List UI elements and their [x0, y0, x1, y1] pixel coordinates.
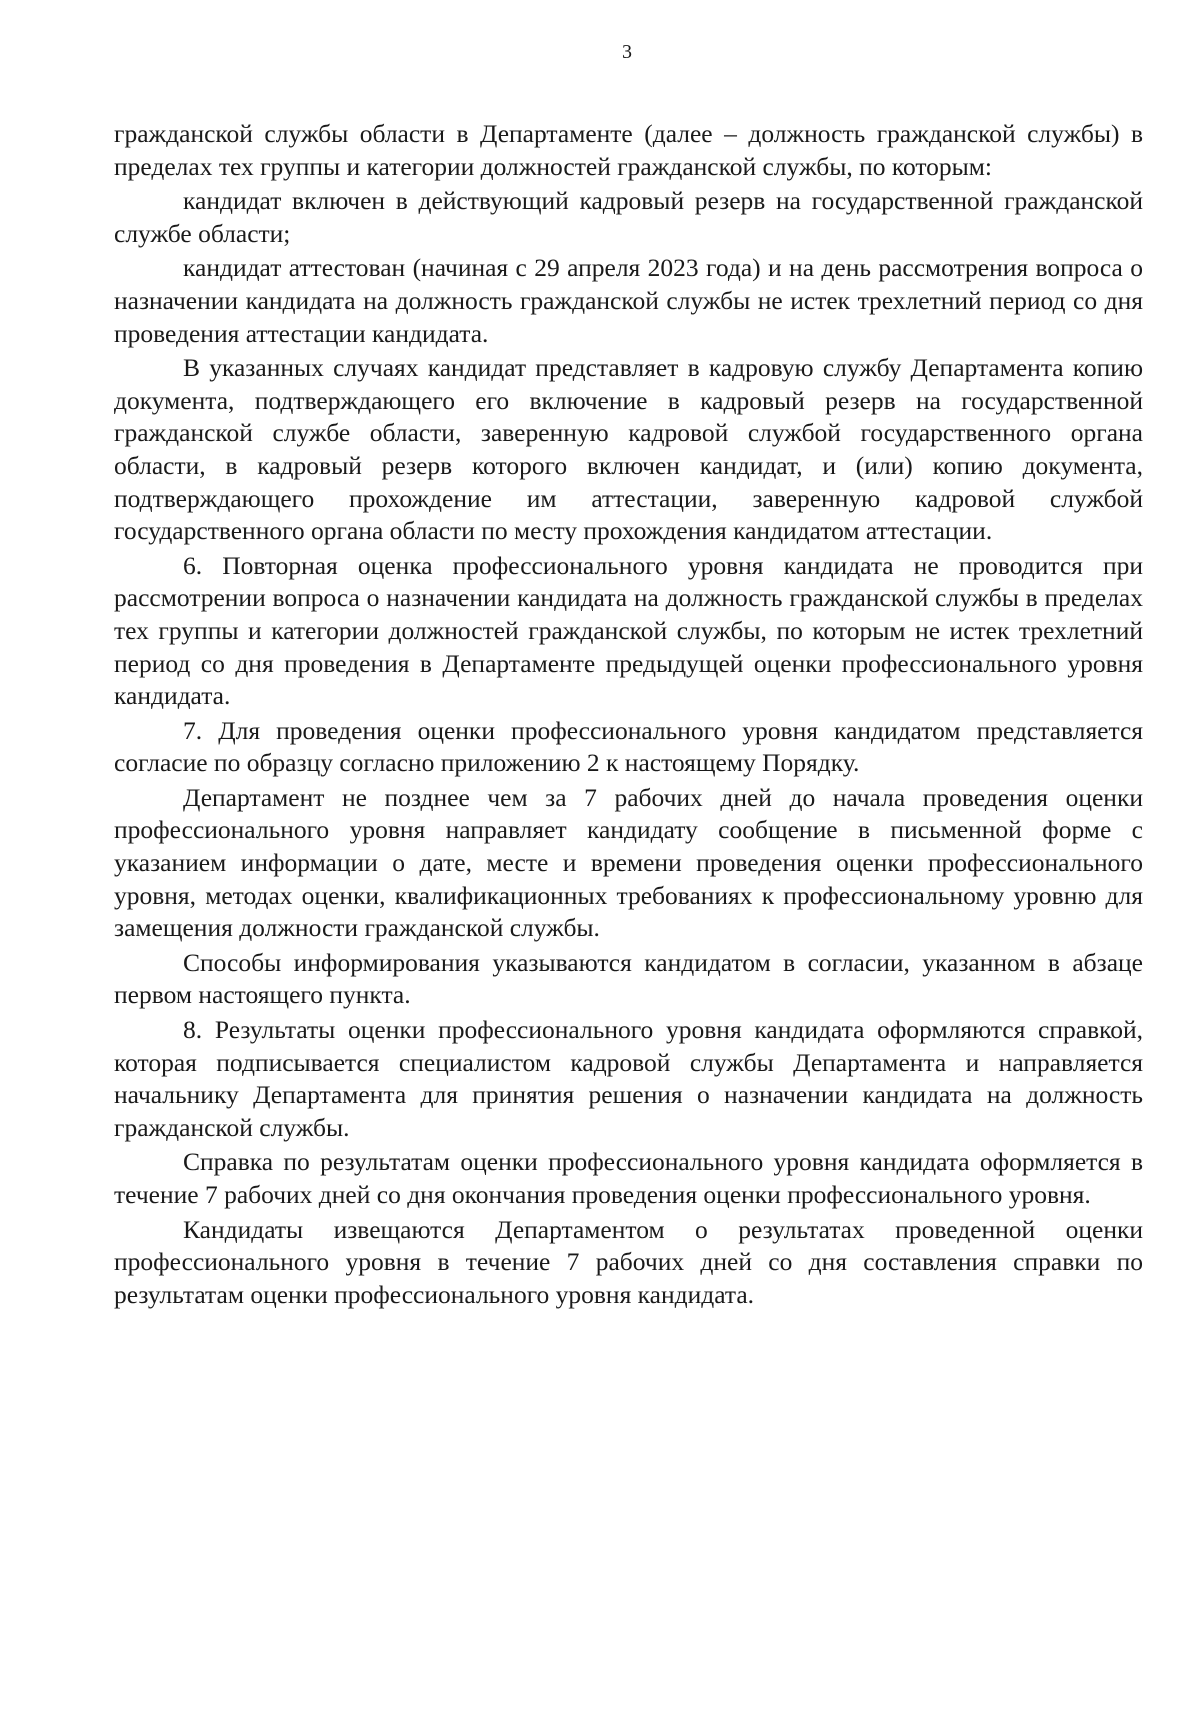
paragraph-info-methods: Способы информирования указываются кандидатом в согласии, указанном в абзаце первом настоящего пункта.	[114, 947, 1143, 1010]
paragraph-continuation: гражданской службы области в Департаменте (далее – должность гражданской службы) в пределах тех группы и категории должностей гражданской службы, по которым:	[114, 119, 1143, 181]
page-number: 3	[622, 41, 632, 63]
paragraph-reserve-condition: кандидат включен в действующий кадровый резерв на государственной гражданской службе области;	[114, 186, 1143, 248]
paragraph-results-notice: Кандидаты извещаются Департаментом о результатах проведенной оценки профессионального уровня в течение 7 рабочих дней со дня составления справки по результатам оценки профессионального уровня кандидата.	[114, 1214, 1143, 1309]
paragraph-item-6: 6. Повторная оценка профессионального уровня кандидата не проводится при рассмотрении вопроса о назначении кандидата на должность гражданской службы в пределах тех группы и категории должностей гражданской службы, по которым не истек трехлетний период со дня проведения в Департаменте предыдущей оценки профессионального уровня кандидата.	[114, 550, 1143, 711]
paragraph-notification: Департамент не позднее чем за 7 рабочих дней до начала проведения оценки профессионального уровня направляет кандидату сообщение в письменной форме с указанием информации о дате, месте и времени проведения оценки профессионального уровня, методах оценки, квалификационных требованиях к профессиональному уровню для замещения должности гражданской службы.	[114, 782, 1143, 943]
paragraph-documents: В указанных случаях кандидат представляет в кадровую службу Департамента копию документа, подтверждающего его включение в кадровый резерв на государственной гражданской службе области, заверенную кадровой службой государственного органа области, в кадровый резерв которого включен кандидат, и (или) копию документа, подтверждающего прохождение им аттестации, заверенную кадровой службой государственного органа области по месту прохождения кандидатом аттестации.	[114, 353, 1143, 546]
paragraph-certificate: Справка по результатам оценки профессионального уровня кандидата оформляется в течение 7 рабочих дней со дня окончания проведения оценки профессионального уровня.	[114, 1147, 1143, 1209]
paragraph-item-7: 7. Для проведения оценки профессионального уровня кандидатом представляется согласие по образцу согласно приложению 2 к настоящему Порядку.	[114, 715, 1143, 778]
document-body	[114, 118, 1143, 1311]
paragraph-attestation-condition: кандидат аттестован (начиная с 29 апреля 2023 года) и на день рассмотрения вопроса о назначении кандидата на должность гражданской службы не истек трехлетний период со дня проведения аттестации кандидата.	[114, 253, 1143, 348]
paragraph-item-8: 8. Результаты оценки профессионального уровня кандидата оформляются справкой, которая подписывается специалистом кадровой службы Департамента и направляется начальнику Департамента для принятия решения о назначении кандидата на должность гражданской службы.	[114, 1015, 1143, 1142]
